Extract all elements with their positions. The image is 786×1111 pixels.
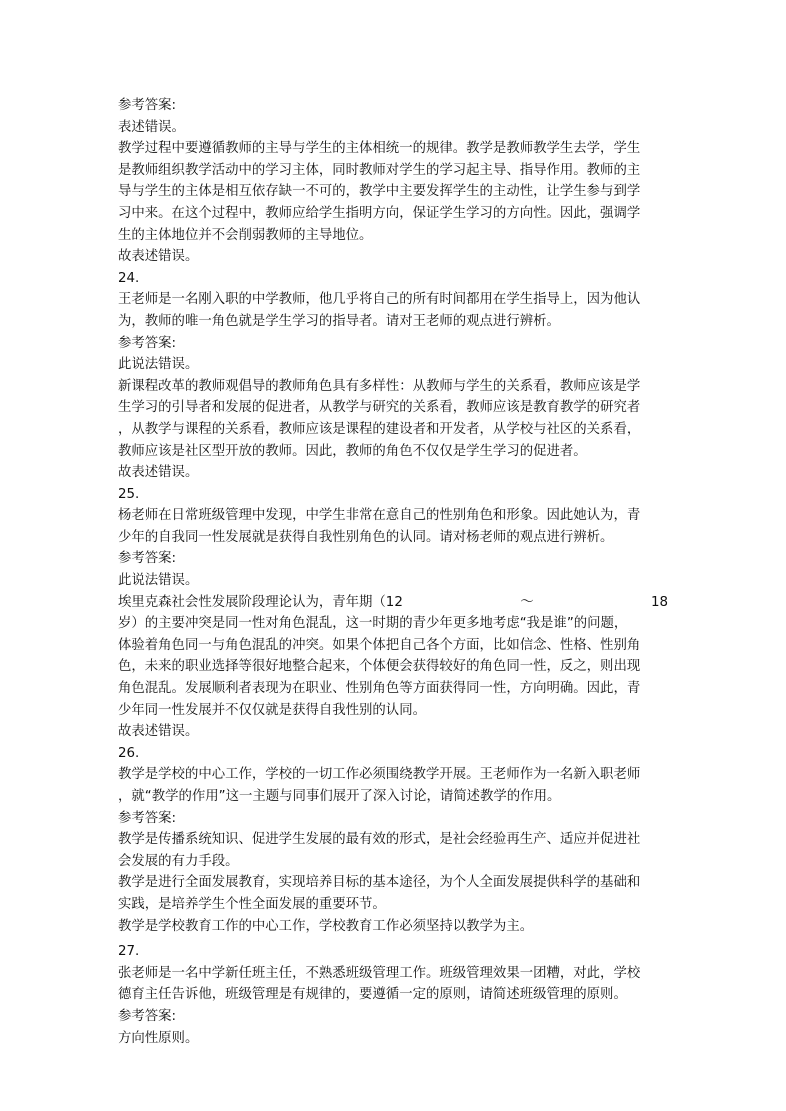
- justified-right: 18: [650, 594, 668, 610]
- answer-text-line: 教师应该是社区型开放的教师。因此，教师的角色不仅仅是学生学习的促进者。: [118, 443, 587, 459]
- answer-verdict: 表述错误。: [118, 119, 185, 135]
- answer-verdict: 此说法错误。: [118, 357, 199, 373]
- answer-text-line: 教学过程中要遵循教师的主导与学生的主体相统一的规律。教学是教师教学生去学，学生: [118, 141, 641, 157]
- answer-text-line: 方向性原则。: [118, 1030, 199, 1046]
- question-text-line: 少年的自我同一性发展就是获得自我性别角色的认同。请对杨老师的观点进行辨析。: [118, 529, 614, 545]
- question-number: 25.: [118, 486, 140, 502]
- question-text-line: 张老师是一名中学新任班主任，不熟悉班级管理工作。班级管理效果一团糟，对此，学校: [118, 965, 641, 981]
- answer-text-line: 教学是传播系统知识、促进学生发展的最有效的形式，是社会经验再生产、适应并促进社: [118, 832, 641, 848]
- question-text-line: 为，教师的唯一角色就是学生学习的指导者。请对王老师的观点进行辨析。: [118, 313, 560, 329]
- question-25: [118, 484, 668, 743]
- answer-label: 参考答案:: [118, 551, 177, 567]
- answer-text-line: 少年同一性发展并不仅仅就是获得自我性别的认同。: [118, 702, 426, 718]
- answer-text-line: 色，未来的职业选择等很好地整合起来，个体便会获得较好的角色同一性，反之，则出现: [118, 659, 641, 675]
- question-text-line: 德育主任告诉他，班级管理是有规律的，要遵循一定的原则，请简述班级管理的原则。: [118, 987, 627, 1003]
- answer-text-line: ，从教学与课程的关系看，教师应该是课程的建设者和开发者，从学校与社区的关系看，: [118, 421, 641, 437]
- answer-text-line: 岁）的主要冲突是同一性对角色混乱，这一时期的青少年更多地考虑“我是谁”的问题，: [118, 616, 628, 632]
- answer-text-line: 生的主体地位并不会削弱教师的主导地位。: [118, 227, 373, 243]
- answer-label: 参考答案:: [118, 1008, 177, 1024]
- question-text-line: 王老师是一名刚入职的中学教师，他几乎将自己的所有时间都用在学生指导上，因为他认: [118, 292, 641, 308]
- question-number: 27.: [118, 944, 140, 960]
- question-26: [118, 743, 668, 937]
- question-text-line: ，就“教学的作用”这一主题与同事们展开了深入讨论，请简述教学的作用。: [118, 789, 561, 804]
- answer-label: 参考答案:: [118, 810, 177, 826]
- answer-text-line: 生学习的引导者和发展的促进者，从教学与研究的关系看，教师应该是教育教学的研究者: [118, 400, 641, 416]
- answer-conclusion: 故表述错误。: [118, 724, 199, 740]
- answer-verdict: 此说法错误。: [118, 573, 199, 589]
- question-text-line: 教学是学校的中心工作，学校的一切工作必须围绕教学开展。王老师作为一名新入职老师: [118, 767, 641, 783]
- answer-text-line: 导与学生的主体是相互依存缺一不可的，教学中主要发挥学生的主动性，让学生参与到学: [118, 184, 641, 200]
- answer-label: 参考答案:: [118, 98, 177, 113]
- justified-middle: ～: [520, 594, 534, 610]
- answer-justified-line: [118, 592, 668, 614]
- question-24: [118, 268, 668, 484]
- justified-left: 埃里克森社会性发展阶段理论认为，青年期（12: [118, 594, 403, 610]
- answer-conclusion: 故表述错误。: [118, 465, 199, 481]
- question-23-answer: [118, 95, 668, 268]
- question-27: [118, 941, 668, 1049]
- answer-text-line: 实践，是培养学生个性全面发展的重要环节。: [118, 896, 386, 912]
- answer-text-line: 新课程改革的教师观倡导的教师角色具有多样性：从教师与学生的关系看，教师应该是学: [118, 378, 641, 394]
- answer-text-line: 角色混乱。发展顺利者表现为在职业、性别角色等方面获得同一性，方向明确。因此，青: [118, 681, 641, 697]
- answer-text-line: 习中来。在这个过程中，教师应给学生指明方向，保证学生学习的方向性。因此，强调学: [118, 205, 641, 221]
- question-number: 26.: [118, 745, 140, 761]
- answer-text-line: 体验着角色同一与角色混乱的冲突。如果个体把自己各个方面，比如信念、性格、性别角: [118, 637, 641, 653]
- answer-text-line: 是教师组织教学活动中的学习主体，同时教师对学生的学习起主导、指导作用。教师的主: [118, 162, 641, 178]
- answer-text-line: 教学是进行全面发展教育，实现培养目标的基本途径，为个人全面发展提供科学的基础和: [118, 875, 641, 891]
- question-text-line: 杨老师在日常班级管理中发现，中学生非常在意自己的性别角色和形象。因此她认为，青: [118, 508, 641, 524]
- answer-text-line: 会发展的有力手段。: [118, 853, 239, 869]
- answer-text-line: 教学是学校教育工作的中心工作，学校教育工作必须坚持以教学为主。: [118, 918, 534, 934]
- answer-label: 参考答案:: [118, 335, 177, 351]
- answer-conclusion: 故表述错误。: [118, 249, 199, 265]
- question-number: 24.: [118, 270, 140, 286]
- document-page: [118, 95, 668, 1049]
